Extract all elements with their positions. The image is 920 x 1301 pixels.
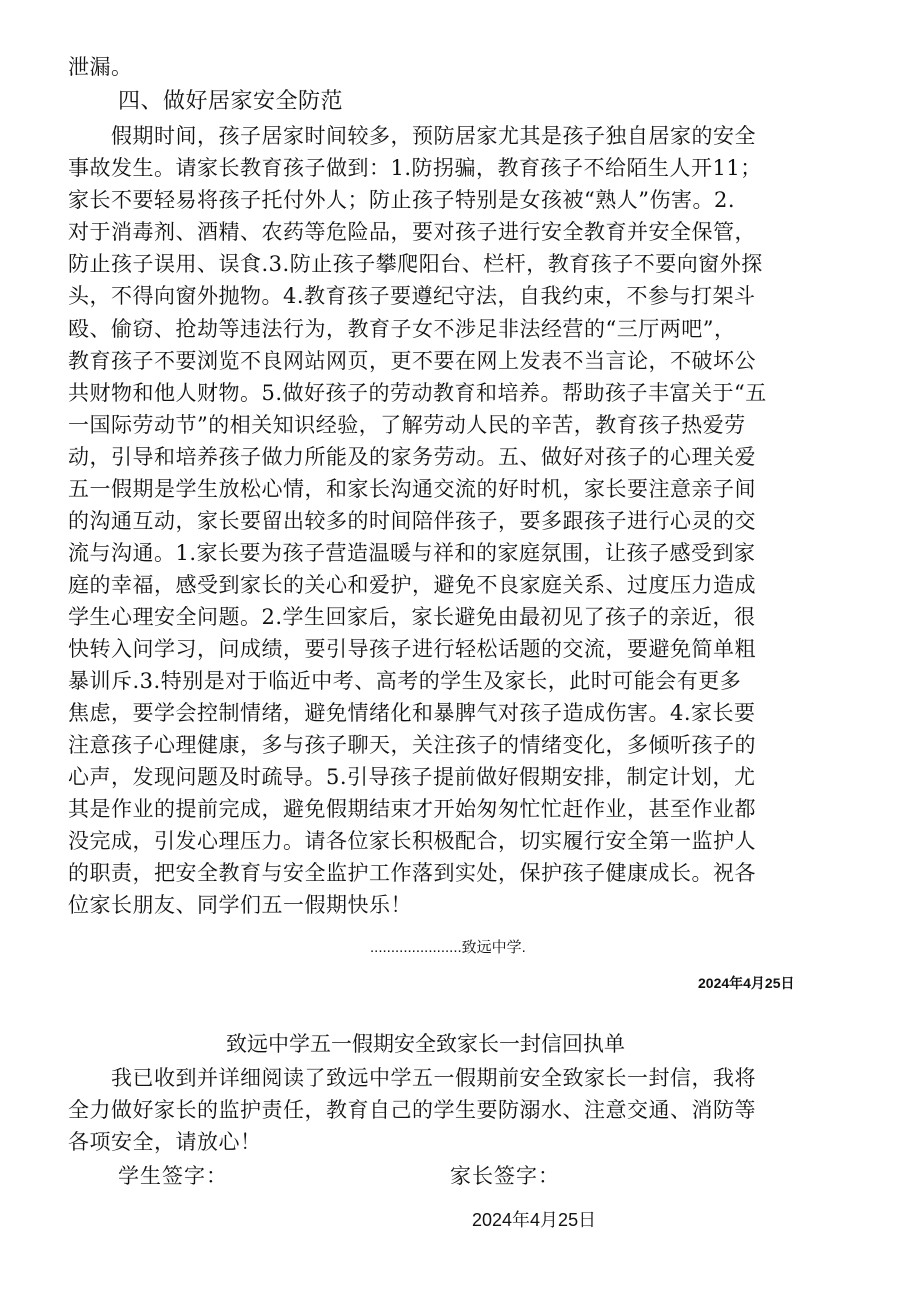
receipt-line-2: 全力做好家长的监护责任，教育自己的学生要防溺水、注意交通、消防等	[68, 1098, 756, 1122]
body-line-12: 一国际劳动节”的相关知识经验，了解劳动人民的辛苦，教育孩子热爱劳	[68, 413, 746, 437]
letter-date: 2024年4月25日	[698, 975, 795, 991]
body-line-26: 的职责，把安全教育与安全监护工作落到实处，保护孩子健康成长。祝各	[68, 861, 756, 885]
body-line-13: 动，引导和培养孩子做力所能及的家务劳动。五、做好对孩子的心理关爱	[68, 445, 756, 469]
body-line-21: 焦虑，要学会控制情绪，避免情绪化和暴脾气对孩子造成伤害。4.家长要	[68, 701, 756, 725]
body-line-22: 注意孩子心理健康，多与孩子聊天，关注孩子的情绪变化，多倾听孩子的	[68, 733, 756, 757]
body-line-18: 学生心理安全问题。2.学生回家后，家长避免由最初见了孩子的亲近，很	[68, 605, 756, 629]
receipt-title: 致远中学五一假期安全致家长一封信回执单	[226, 1032, 625, 1056]
body-line-16: 流与沟通。1.家长要为孩子营造温暖与祥和的家庭氛围，让孩子感受到家	[68, 541, 756, 565]
student-signature-label: 学生签字：	[118, 1164, 228, 1188]
body-line-27: 位家长朋友、同学们五一假期快乐！	[68, 893, 412, 917]
receipt-line-3: 各项安全，请放心！	[68, 1130, 262, 1154]
receipt-date: 2024年4月25日	[472, 1210, 597, 1230]
receipt-line-1: 我已收到并详细阅读了致远中学五一假期前安全致家长一封信，我将	[68, 1066, 756, 1090]
body-line-11: 共财物和他人财物。5.做好孩子的劳动教育和培养。帮助孩子丰富关于“五	[68, 381, 767, 405]
body-line-4: 事故发生。请家长教育孩子做到：1.防拐骗，教育孩子不给陌生人开11；	[68, 156, 762, 180]
body-line-5: 家长不要轻易将孩子托付外人；防止孩子特别是女孩被“熟人”伤害。2.	[68, 188, 736, 212]
body-line-17: 庭的幸福，感受到家长的关心和爱护，避免不良家庭关系、过度压力造成	[68, 573, 756, 597]
body-line-1: 泄漏。	[68, 55, 133, 79]
body-line-6: 对于消毒剂、酒精、农药等危险品，要对孩子进行安全教育并安全保管，	[68, 220, 756, 244]
body-line-7: 防止孩子误用、误食.3.防止孩子攀爬阳台、栏杆，教育孩子不要向窗外探	[68, 252, 763, 276]
body-line-15: 的沟通互动，家长要留出较多的时间陪伴孩子，要多跟孩子进行心灵的交	[68, 509, 756, 533]
letter-signoff: ......................致远中学.	[370, 939, 526, 956]
body-line-14: 五一假期是学生放松心情，和家长沟通交流的好时机，家长要注意亲子间	[68, 477, 756, 501]
section-heading-home-safety: 四、做好居家安全防范	[118, 89, 344, 114]
body-line-25: 没完成，引发心理压力。请各位家长积极配合，切实履行安全第一监护人	[68, 829, 756, 853]
body-line-9: 殴、偷窃、抢劫等违法行为，教育子女不涉足非法经营的“三厅两吧”，	[68, 317, 736, 341]
body-line-10: 教育孩子不要浏览不良网站网页，更不要在网上发表不当言论，不破坏公	[68, 349, 756, 373]
body-line-19: 快转入问学习，问成绩，要引导孩子进行轻松话题的交流，要避免简单粗	[68, 637, 756, 661]
body-line-23: 心声，发现问题及时疏导。5.引导孩子提前做好假期安排，制定计划，尤	[68, 765, 756, 789]
body-line-8: 头，不得向窗外抛物。4.教育孩子要遵纪守法，自我约束，不参与打架斗	[68, 284, 756, 308]
body-line-3: 假期时间，孩子居家时间较多，预防居家尤其是孩子独自居家的安全	[68, 124, 756, 148]
body-line-24: 其是作业的提前完成，避免假期结束才开始匆匆忙忙赶作业，甚至作业都	[68, 797, 756, 821]
parent-signature-label: 家长签字：	[450, 1164, 560, 1188]
body-line-20: 暴训斥.3.特别是对于临近中考、高考的学生及家长，此时可能会有更多	[68, 669, 742, 693]
